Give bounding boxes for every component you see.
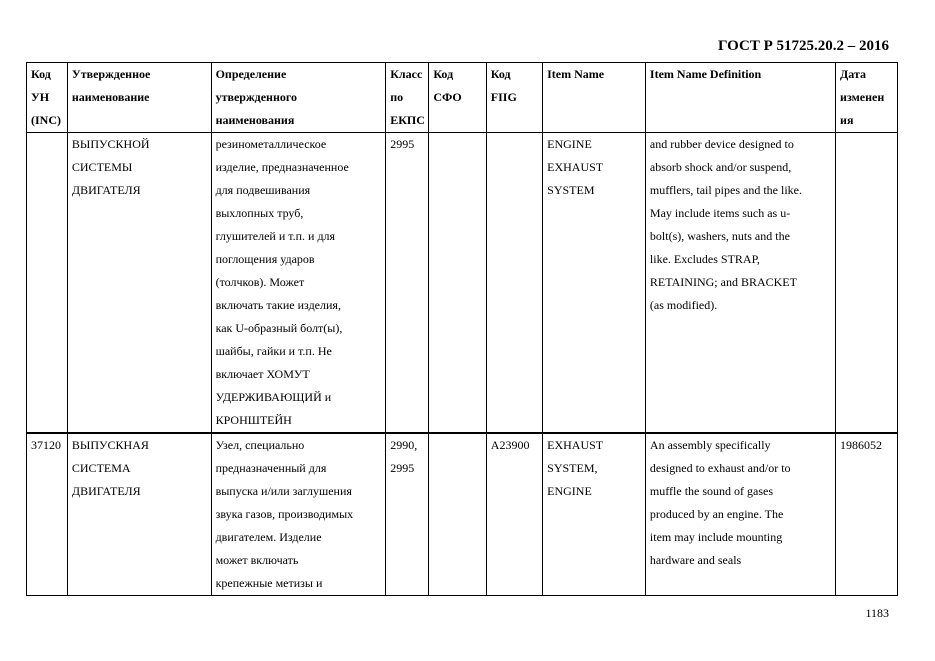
cell-class: 2995 [386, 133, 429, 434]
cell-item-name: EXHAUST SYSTEM, ENGINE [543, 433, 646, 596]
cell-definition: резинометаллическое изделие, предназначенное для подвешивания выхлопных труб, глушителей и т.п. и для поглощения ударов (толчков). Может включать такие изделия, как U-образный болт(ы), шайбы, гайки и т.п. Не включает ХОМУТ УДЕРЖИВАЮЩИЙ и КРОНШТЕЙН [211, 133, 386, 434]
cell-approved-name: ВЫПУСКНОЙ СИСТЕМЫ ДВИГАТЕЛЯ [67, 133, 211, 434]
cell-item-name: ENGINE EXHAUST SYSTEM [543, 133, 646, 434]
cell-sfo [429, 433, 486, 596]
cell-item-name-definition: An assembly specifically designed to exhaust and/or to muffle the sound of gases produced by an engine. The item may include mounting hardware and seals [645, 433, 835, 596]
header-fiig: Код FIIG [486, 63, 542, 133]
cell-item-name-definition: and rubber device designed to absorb shock and/or suspend, mufflers, tail pipes and the like. May include items such as u- bolt(s), washers, nuts and the like. Excludes STRAP, RETAINING; and BRACKET (as modified). [645, 133, 835, 434]
header-item-name-definition: Item Name Definition [645, 63, 835, 133]
cell-approved-name: ВЫПУСКНАЯ СИСТЕМА ДВИГАТЕЛЯ [67, 433, 211, 596]
header-class: Класс по ЕКПС [386, 63, 429, 133]
header-date: Дата изменен ия [836, 63, 898, 133]
cell-fiig [486, 133, 542, 434]
cell-date [836, 133, 898, 434]
cell-date: 1986052 [836, 433, 898, 596]
cell-inc: 37120 [27, 433, 68, 596]
cell-inc [27, 133, 68, 434]
page-number: 1183 [865, 606, 889, 620]
header-definition: Определение утвержденного наименования [211, 63, 386, 133]
cell-class: 2990, 2995 [386, 433, 429, 596]
nomenclature-table [26, 62, 898, 596]
header-approved-name: Утвержденное наименование [67, 63, 211, 133]
document-standard-header: ГОСТ Р 51725.20.2 – 2016 [717, 38, 889, 54]
cell-sfo [429, 133, 486, 434]
table-header-row [27, 63, 898, 133]
header-item-name: Item Name [543, 63, 646, 133]
table-row [27, 133, 898, 434]
header-inc: Код УН (INC) [27, 63, 68, 133]
header-sfo: Код СФО [429, 63, 486, 133]
cell-fiig: A23900 [486, 433, 542, 596]
cell-definition: Узел, специально предназначенный для выпуска и/или заглушения звука газов, производимых двигателем. Изделие может включать крепежные метизы и [211, 433, 386, 596]
table-row [27, 433, 898, 596]
